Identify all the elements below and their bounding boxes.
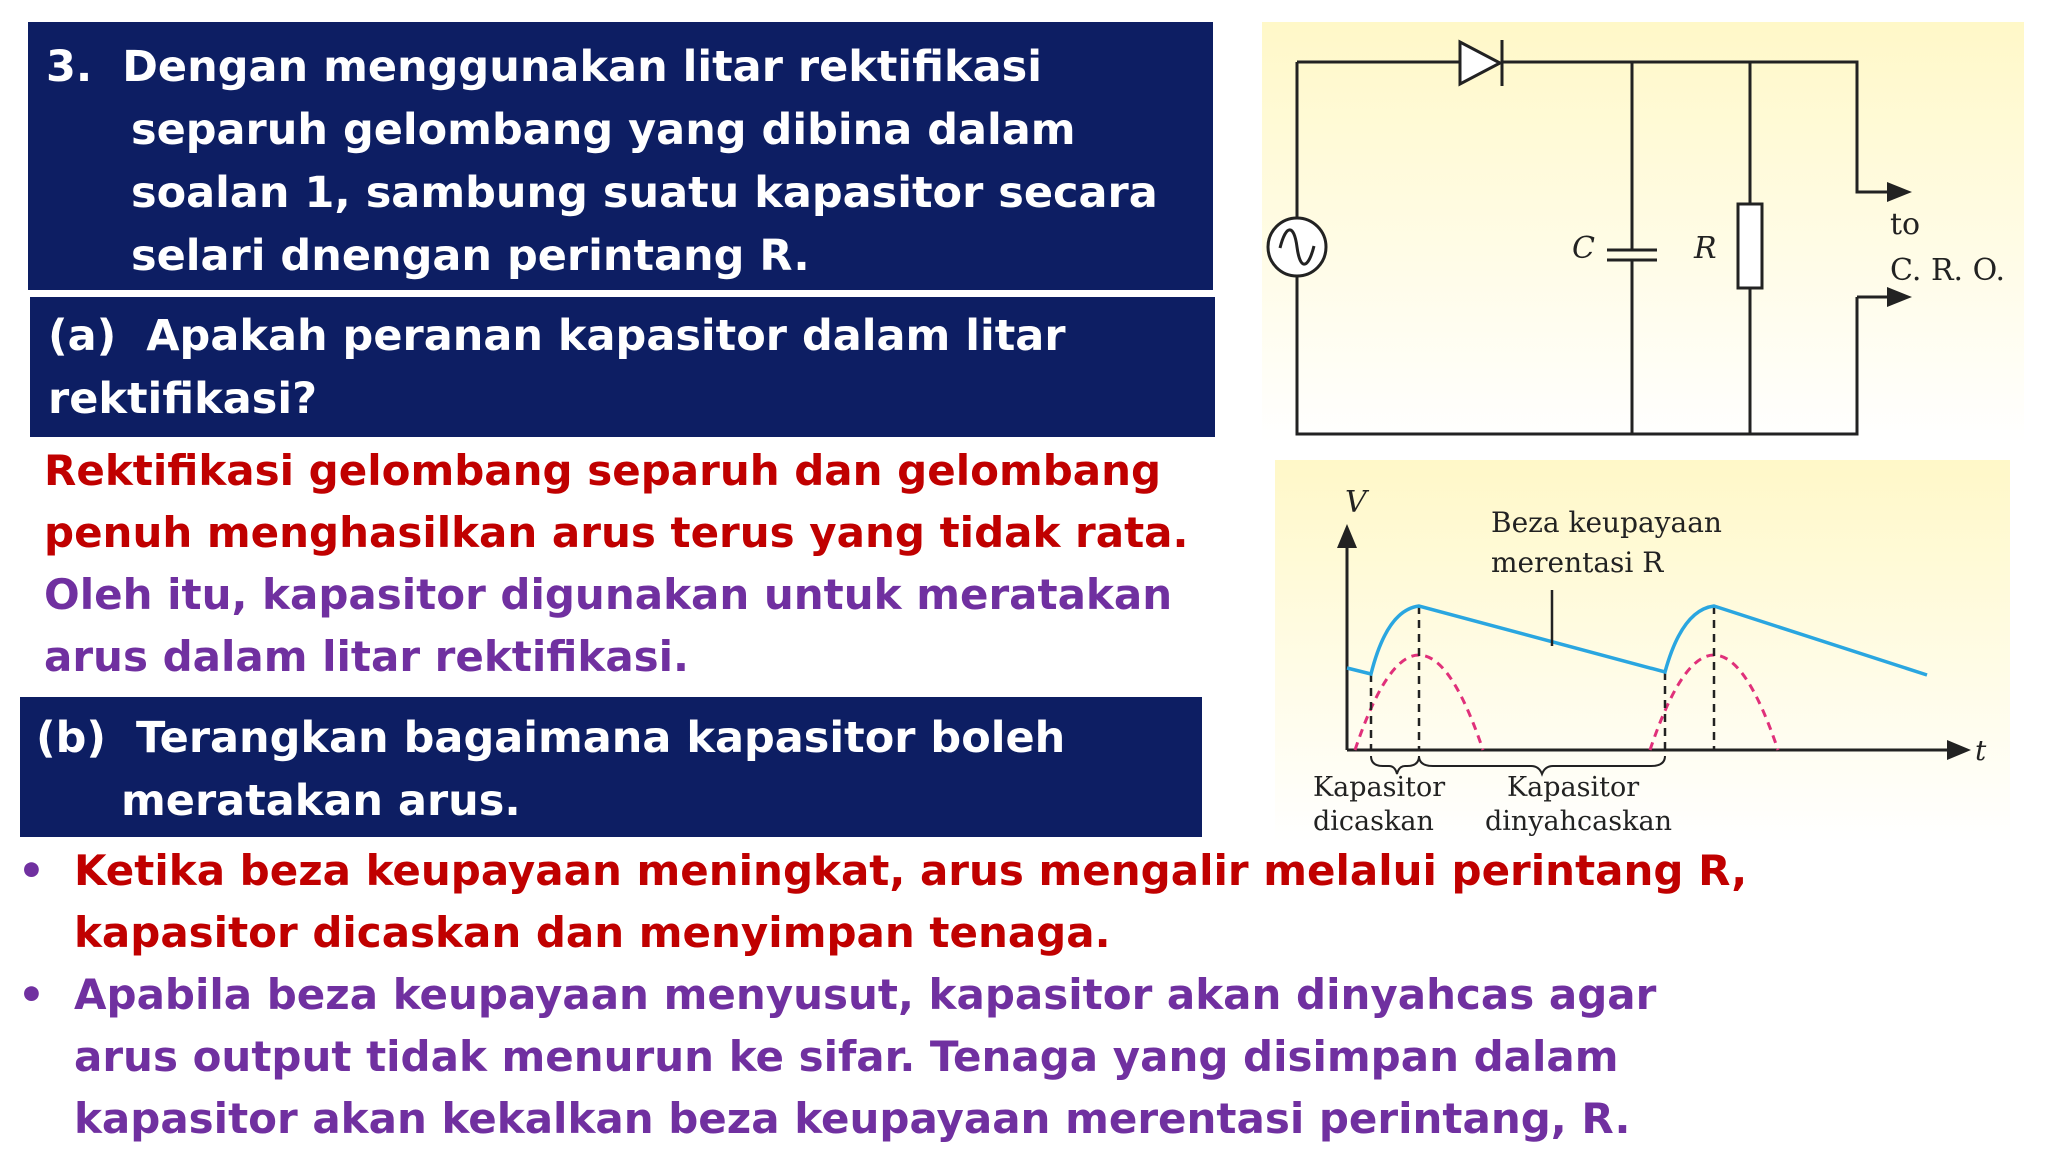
charging-label-line-2: dicaskan xyxy=(1313,806,1434,837)
x-axis-label: t xyxy=(1975,734,1987,767)
part-a-answer-red: Rektifikasi gelombang separuh dan gelombang penuh menghasilkan arus terus yang tidak rata. xyxy=(44,446,1189,557)
capacitor-label: C xyxy=(1572,231,1595,266)
discharging-label-line-1: Kapasitor xyxy=(1507,772,1640,803)
part-a-answer xyxy=(44,440,1234,688)
output-label-to: to xyxy=(1890,207,1921,242)
question-3 xyxy=(46,36,1195,288)
bullet-icon: • xyxy=(18,846,45,895)
part-a-label: (a) xyxy=(48,311,117,361)
bullet-text: Apabila beza keupayaan menyusut, kapasitor akan dinyahcas agar arus output tidak menurun ke sifar. Tenaga yang disimpan dalam kapasitor akan kekalkan beza keupayaan merentasi perintang, R. xyxy=(74,970,1657,1143)
resistor-icon xyxy=(1738,204,1762,288)
part-b-label: (b) xyxy=(36,713,107,763)
bullet-icon: • xyxy=(18,970,45,1019)
resistor-label: R xyxy=(1694,231,1717,266)
part-b-question: Terangkan bagaimana kapasitor boleh meratakan arus. xyxy=(121,713,1066,826)
bullet-text: Ketika beza keupayaan meningkat, arus mengalir melalui perintang R, kapasitor dicaskan dan menyimpan tenaga. xyxy=(74,846,1748,957)
curve-annotation-line-1: Beza keupayaan xyxy=(1491,506,1722,539)
part-a-box xyxy=(30,297,1215,437)
charging-label-line-1: Kapasitor xyxy=(1313,772,1446,803)
part-a-question: Apakah peranan kapasitor dalam litar rektifikasi? xyxy=(48,311,1066,424)
question-3-box xyxy=(28,22,1213,290)
part-b-answer xyxy=(10,840,1750,1150)
output-label-cro: C. R. O. xyxy=(1890,253,2005,288)
ripple-voltage-graph xyxy=(1275,460,2010,842)
question-3-text: Dengan menggunakan litar rektifikasi separuh gelombang yang dibina dalam soalan 1, sambung suatu kapasitor secara selari dnengan perintang R. xyxy=(122,42,1158,281)
discharging-label-line-2: dinyahcaskan xyxy=(1485,806,1672,837)
part-a-answer-purple: Oleh itu, kapasitor digunakan untuk meratakan arus dalam litar rektifikasi. xyxy=(44,570,1173,681)
y-axis-label: V xyxy=(1345,485,1367,520)
bullet-item xyxy=(10,964,1750,1150)
question-3-number: 3. xyxy=(46,42,93,92)
ac-source-icon xyxy=(1268,218,1326,276)
curve-annotation-line-2: merentasi R xyxy=(1491,546,1664,579)
part-b xyxy=(36,707,1186,833)
bullet-item xyxy=(10,840,1750,964)
part-b-box xyxy=(20,697,1202,837)
rectifier-circuit-diagram xyxy=(1262,22,2024,442)
